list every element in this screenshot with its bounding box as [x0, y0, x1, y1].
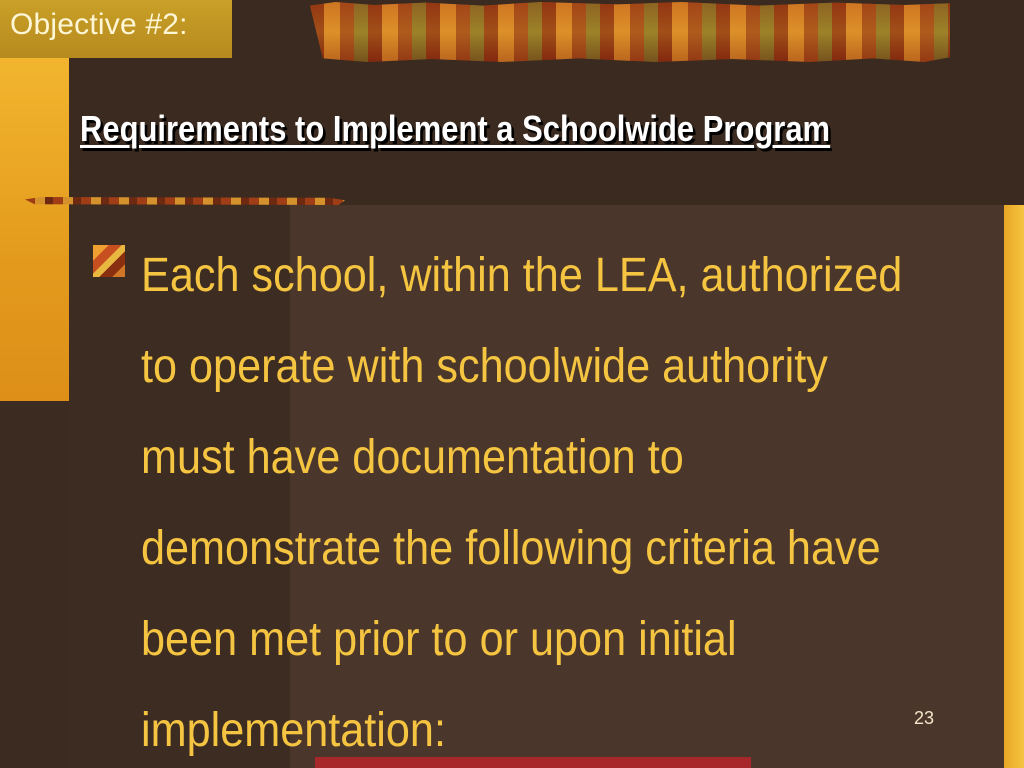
- textured-square-bullet-icon: [93, 245, 125, 277]
- slide-title: Requirements to Implement a Schoolwide Program: [80, 108, 831, 149]
- right-accent-bar: [1004, 205, 1024, 768]
- bullet-text: Each school, within the LEA, authorized to operate with schoolwide authority must have documentation to demonstrate the following criteria have been met prior to or upon initial implementation:: [141, 249, 903, 757]
- objective-box: [0, 0, 232, 58]
- objective-label: Objective #2:: [10, 8, 188, 41]
- page-number: 23: [914, 708, 935, 728]
- decorative-banner-image: [310, 2, 950, 62]
- left-accent-bar: [0, 58, 69, 401]
- decorative-strip: [25, 197, 345, 205]
